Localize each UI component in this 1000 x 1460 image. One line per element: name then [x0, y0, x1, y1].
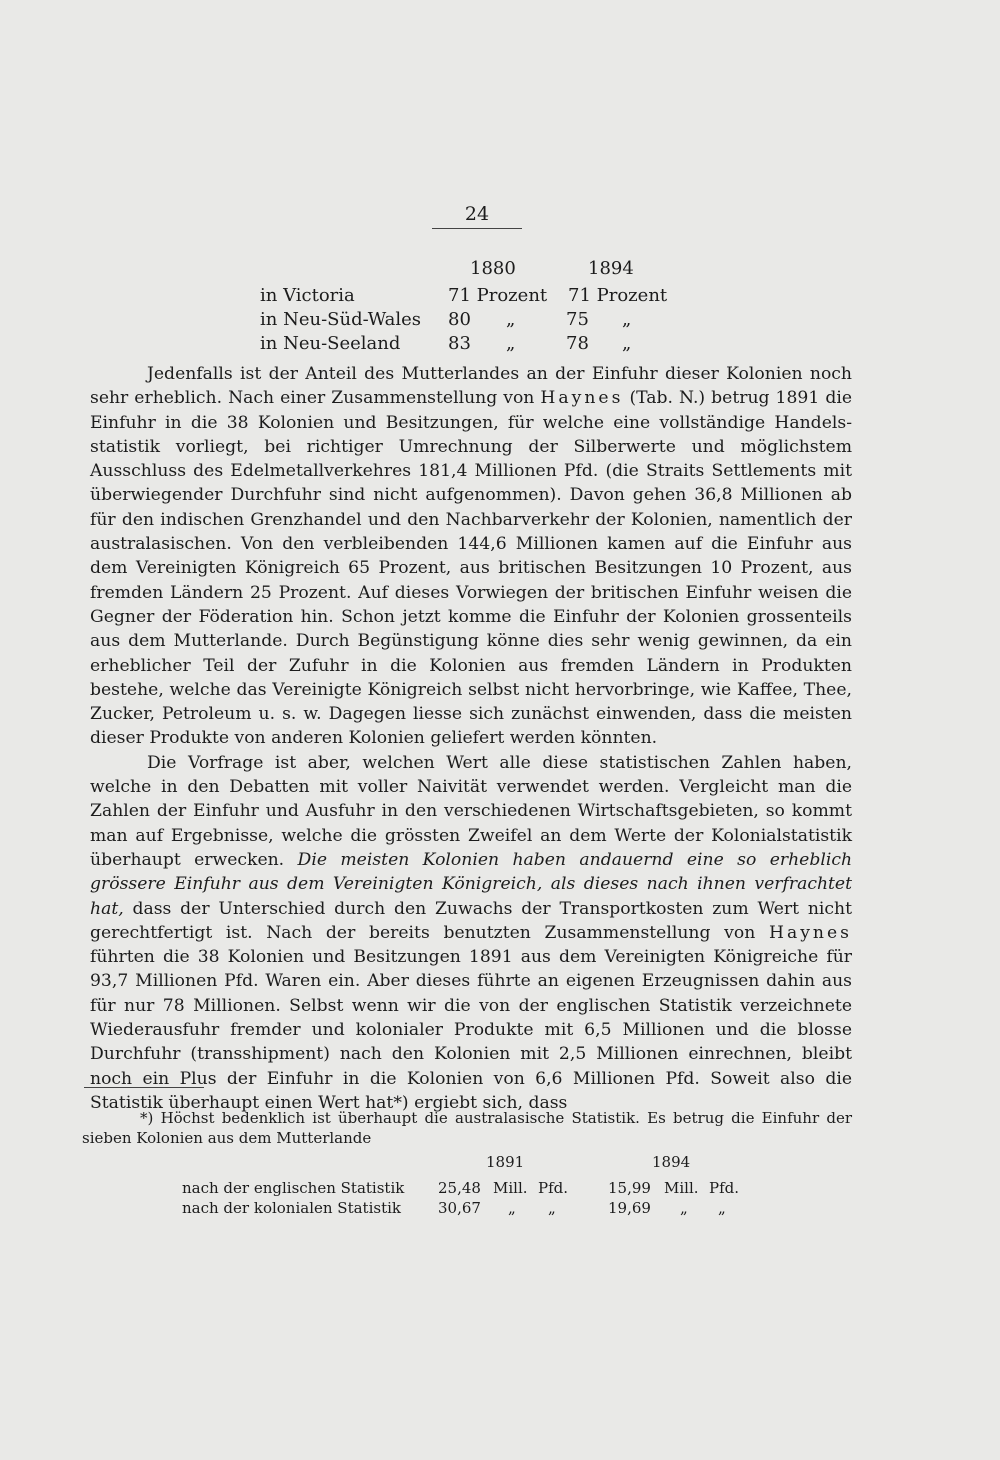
page-number: 24 — [464, 203, 490, 225]
ditto-mark: „ — [508, 1199, 516, 1217]
ditto-mark: „ — [622, 333, 632, 354]
value-1894: 75 — [566, 309, 589, 330]
row-label: in Neu-Süd-Wales — [260, 309, 422, 330]
body-text — [90, 362, 852, 1115]
row-label: nach der kolonialen Statistik — [182, 1199, 401, 1217]
value-1891: 30,67 — [438, 1199, 481, 1217]
row-label: nach der englischen Statistik — [182, 1179, 405, 1197]
paragraph — [90, 362, 852, 751]
paragraph-text: (Tab. N.) betrug 1891 die Einfuhr in die 38 Kolonien und Besitzungen, für welche eine vollständige Handelsstatistik vorliegt, bei richtiger Umrechnung der Silberwerte und möglichstem Ausschluss des Edelmetallverkehres 181,4 Millionen Pfd. (die Straits Settlements mit überwiegender Durchfuhr sind nicht aufgenommen). Davon gehen 36,8 Millionen ab für den indischen Grenzhandel und den Nachbarverkehr der Kolonien, namentlich der australasischen. Von den verbleibenden 144,6 Millionen kamen auf die Einfuhr aus dem Vereinigten Königreich 65 Prozent, aus britischen Besitzungen 10 Prozent, aus fremden Ländern 25 Prozent. Auf dieses Vorwiegen der britischen Einfuhr weisen die Gegner der Föderation hin. Schon jetzt komme die Einfuhr der Kolonien grossenteils aus dem Mutterlande. Durch Begünstigung könne dies sehr wenig gewinnen, da ein erheblicher Teil der Zufuhr in die Kolonien aus fremden Ländern in Produkten bestehe, welche das Vereinigte Königreich selbst nicht hervorbringe, wie Kaffee, Thee, Zucker, Petroleum u. s. w. Dagegen liesse sich zunächst einwenden, dass die meisten dieser Produkte von anderen Kolonien geliefert werden könnten. — [90, 388, 852, 749]
ditto-mark: „ — [506, 333, 516, 354]
year-header-1894: 1894 — [652, 1153, 691, 1171]
row-label: in Victoria — [260, 285, 355, 306]
value-1894: 71 Prozent — [568, 285, 668, 306]
footnote-text: *) Höchst bedenklich ist überhaupt die australasische Statistik. Es betrug die Einfuhr der sieben Kolonien aus dem Mutterlande — [82, 1109, 852, 1147]
italic-emphasis: Die meisten Kolonien haben andauernd eine so erheblich grössere Einfuhr aus dem Vereinigten Königreich, als dieses nach ihnen verfrachtet hat, — [90, 849, 853, 919]
unit: Pfd. — [538, 1179, 569, 1197]
paragraph-text: führten die 38 Kolonien und Besitzungen 1891 aus dem Vereinigten Königreiche für 93,7 Millionen Pfd. Waren ein. Aber dieses führte an eigenen Erzeugnissen dahin aus für nur 78 Millionen. Selbst wenn wir die von der englischen Statistik verzeichnete Wiederausfuhr fremder und kolonialer Produkte mit 6,5 Millionen und die blosse Durchfuhr (transshipment) nach den Kolonien mit 2,5 Millionen einrechnen, bleibt noch ein Plus der Einfuhr in die Kolonien von 6,6 Millionen Pfd. Soweit also die Statistik überhaupt einen Wert hat*) ergiebt sich, dass — [90, 947, 852, 1113]
unit: Pfd. — [709, 1179, 740, 1197]
author-name: Haynes — [768, 922, 852, 943]
author-name: Haynes — [540, 388, 624, 409]
paragraph — [90, 751, 852, 1115]
paragraph-text: Jedenfalls ist der Anteil des Mutterlandes an der Einfuhr dieser Kolonien noch sehr erheblich. Nach einer Zusammenstellung von — [90, 364, 852, 409]
ditto-mark: „ — [506, 309, 516, 330]
footnote-rule — [84, 1087, 204, 1088]
value-1880: 83 — [448, 333, 471, 354]
header-rule — [432, 228, 522, 229]
ditto-mark: „ — [680, 1199, 688, 1217]
year-header-1894: 1894 — [588, 258, 634, 279]
ditto-mark: „ — [622, 309, 632, 330]
row-label: in Neu-Seeland — [260, 333, 401, 354]
value-1894: 15,99 — [608, 1179, 651, 1197]
unit: Mill. — [664, 1179, 699, 1197]
value-1880: 71 Prozent — [448, 285, 548, 306]
paragraph-text: dass der Unterschied durch den Zuwachs der Transportkosten zum Wert nicht gerechtfertigt ist. Nach der bereits benutzten Zusammenstellung von — [90, 898, 852, 943]
ditto-mark: „ — [718, 1199, 726, 1217]
paragraph-text: Die Vorfrage ist aber, welchen Wert alle diese statistischen Zahlen haben, welche in den Debatten mit voller Naivität verwendet werden. Vergleicht man die Zahlen der Einfuhr und Ausfuhr in den verschiedenen Wirtschaftsgebieten, so kommt man auf Ergebnisse, welche die grössten Zweifel an dem Werte der Kolonialstatistik überhaupt erwecken. — [90, 752, 852, 870]
year-header-1891: 1891 — [486, 1153, 525, 1171]
ditto-mark: „ — [548, 1199, 556, 1217]
value-1894: 78 — [566, 333, 589, 354]
year-header-1880: 1880 — [470, 258, 516, 279]
value-1891: 25,48 — [438, 1179, 481, 1197]
value-1880: 80 — [448, 309, 471, 330]
unit: Mill. — [493, 1179, 528, 1197]
footnote — [82, 1108, 852, 1148]
value-1894: 19,69 — [608, 1199, 651, 1217]
